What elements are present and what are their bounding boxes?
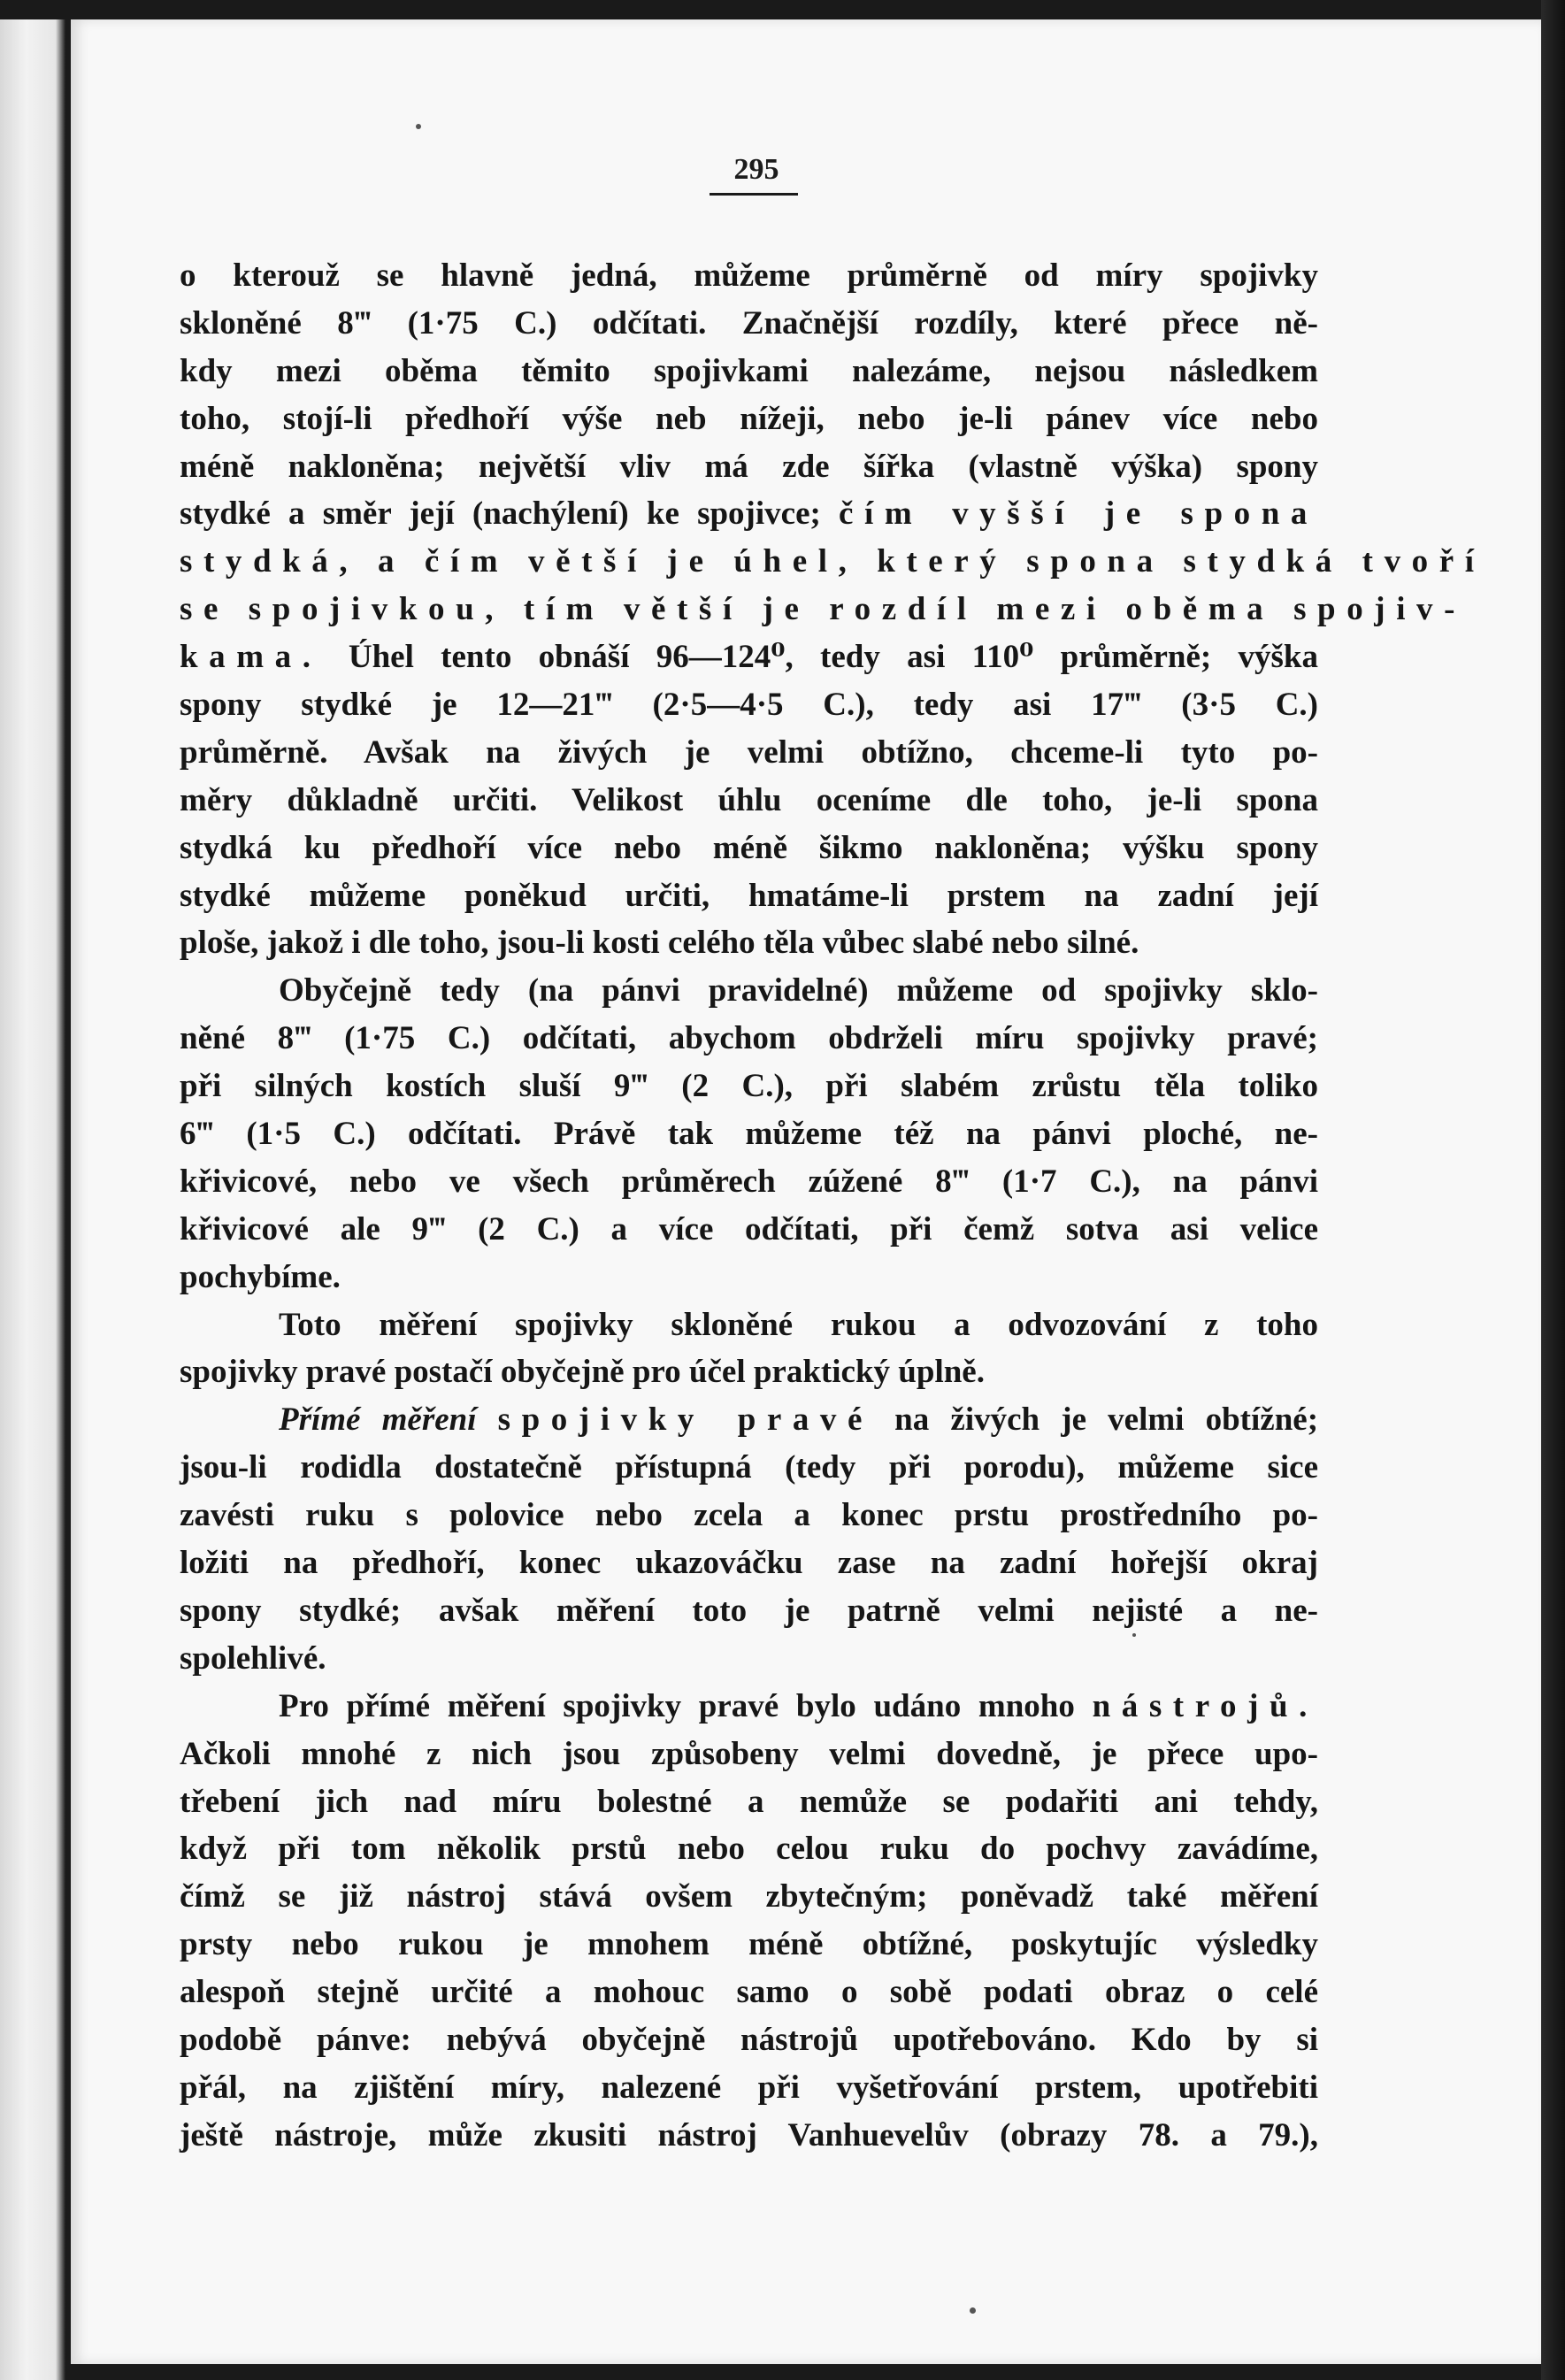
text-line-36: prsty nebo rukou je mnohem méně obtížné, poskytujíc výsledky [180,1926,1318,1963]
text-line-30: spolehlivé. [180,1639,326,1677]
text-line-14: stydké můžeme poněkud určiti, hmatáme-li prstem na zadní její [180,877,1318,914]
text-line-12: měry důkladně určiti. Velikost úhlu oceníme dle toho, je-li spona [180,781,1318,818]
text-line-24: spojivky pravé postačí obyčejně pro účel praktický úplně. [180,1354,985,1391]
italic-emphasis: Přímé měření [279,1401,477,1439]
text-line-25: Přímé měření spojivky pravé na živých je velmi obtížné; [279,1401,1319,1439]
text-line-40: ještě nástroje, může zkusiti nástroj Vanhuevelův (obrazy 78. a 79.), [180,2116,1318,2154]
text-line-29: spony stydké; avšak měření toto je patrně velmi nejisté a ne- [180,1592,1318,1629]
text-line-16: Obyčejně tedy (na pánvi pravidelné) můžeme od spojivky sklo- [279,972,1318,1010]
adjacent-page-edge [0,0,65,2380]
text-line-20: křivicové, nebo ve všech průměrech zúžené 8‴ (1·7 C.), na pánvi [180,1163,1318,1200]
text-line-28: ložiti na předhoří, konec ukazováčku zase na zadní hořejší okraj [180,1545,1318,1582]
text-line-8 [180,586,1467,633]
spaced-emphasis: kama. [180,639,322,676]
text-line-33: třebení jich nad míru bolestné a nemůže se podařiti ani tehdy, [180,1783,1318,1820]
text-line-2: skloněné 8‴ (1·75 C.) odčítati. Značnější rozdíly, které přece ně- [180,304,1318,342]
spaced-emphasis: nástrojů. [1092,1687,1318,1724]
text-line-34: když při tom několik prstů nebo celou ruku do pochvy zavádíme, [180,1831,1318,1868]
text-line-22: pochybíme. [180,1258,341,1295]
text-line-18: při silných kostích sluší 9‴ (2 C.), při slabém zrůstu těla toliko [180,1068,1318,1105]
page-number-underline [710,193,798,196]
text-line-35: čímž se již nástroj stává ovšem zbytečným; poněvadž také měření [180,1878,1318,1916]
spaced-emphasis: spojivky pravé [497,1401,874,1439]
text-line-31: Pro přímé měření spojivky pravé bylo udáno mnoho nástrojů. [279,1687,1318,1724]
text-line-13: stydká ku předhoří více nebo méně šikmo nakloněna; výšku spony [180,829,1318,866]
text-line-7 [180,538,1485,586]
body-text [180,252,1485,2160]
text-line-11: průměrně. Avšak na živých je velmi obtížno, chceme-li tyto po- [180,733,1318,771]
scan-right-border [1541,0,1565,2380]
spaced-emphasis: stydká, a čím větší je úhel, který spona stydká tvoří [180,543,1485,580]
text-line-27: zavésti ruku s polovice nebo zcela a konec prstu prostředního po- [180,1497,1318,1534]
text-line-9: kama. Úhel tento obnáší 96—124⁰, tedy asi 110⁰ průměrně; výška [180,639,1318,676]
text-line-23: Toto měření spojivky skloněné rukou a odvozování z toho [279,1306,1318,1343]
print-speck [416,124,421,129]
text-line-26: jsou-li rodidla dostatečně přístupná (tedy při porodu), můžeme sice [180,1449,1318,1486]
text-line-38: podobě pánve: nebývá obyčejně nástrojů upotřebováno. Kdo by si [180,2021,1318,2058]
text-line-19: 6‴ (1·5 C.) odčítati. Právě tak můžeme též na pánvi ploché, ne- [180,1116,1318,1153]
text-line-6: stydké a směr její (nachýlení) ke spojivce; čím vyšší je spona [180,495,1318,533]
text-line-37: alespoň stejně určité a mohouc samo o sobě podati obraz o celé [180,1974,1318,2011]
text-line-1: o kterouž se hlavně jedná, můžeme průměrně od míry spojivky [180,257,1318,294]
page-number: 295 [733,153,779,186]
text-line-5: méně nakloněna; největší vliv má zde šířka (vlastně výška) spony [180,448,1318,485]
text-line-21: křivicové ale 9‴ (2 C.) a více odčítati, při čemž sotva asi velice [180,1210,1318,1248]
text-line-10: spony stydké je 12—21‴ (2·5—4·5 C.), tedy asi 17‴ (3·5 C.) [180,687,1318,724]
text-line-32: Ačkoli mnohé z nich jsou způsobeny velmi dovedně, je přece upo- [180,1735,1318,1772]
spaced-emphasis: se spojivkou, tím větší je rozdíl mezi oběma spojiv- [180,591,1467,628]
text-line-17: něné 8‴ (1·75 C.) odčítati, abychom obdrželi míru spojivky pravé; [180,1020,1318,1057]
text-line-4: toho, stojí-li předhoří výše neb nížeji, nebo je-li pánev více nebo [180,400,1318,437]
print-speck [970,2307,976,2314]
text-line-15: ploše, jakož i dle toho, jsou-li kosti celého těla vůbec slabé nebo silné. [180,925,1139,962]
scan-top-border [0,0,1565,19]
text-line-3: kdy mezi oběma těmito spojivkami nalezáme, nejsou následkem [180,352,1318,389]
text-line-39: přál, na zjištění míry, nalezené při vyšetřování prstem, upotřebiti [180,2069,1318,2106]
spaced-emphasis: čím vyšší je spona [839,495,1318,533]
